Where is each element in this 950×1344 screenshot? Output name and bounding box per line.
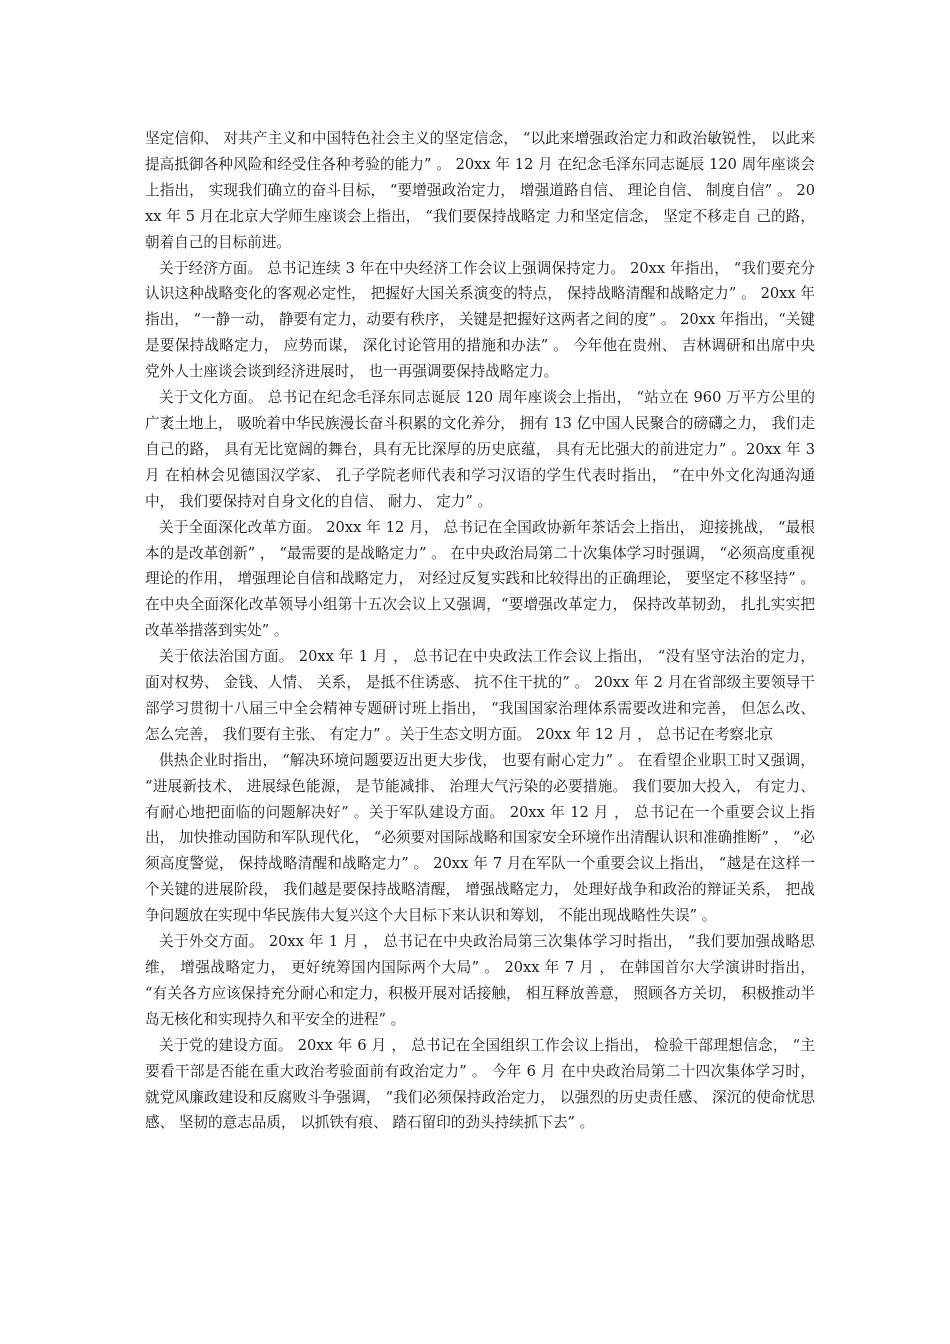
paragraph-culture: 关于文化方面。 总书记在纪念毛泽东同志诞辰 120 周年座谈会上指出， “站立在 960 万平方公里的广袤土地上， 吸吮着中华民族漫长奋斗积累的文化养分， 拥有 13 亿中国人民聚合的磅礴之力， 我们走自己的路， 具有无比宽阔的舞台，具有无比深厚的历史底蕴， 具有无比强大的前进定力” 。20xx 年 3 月 在柏林会见德国汉学家、 孔子学院老师代表和学习汉语的学生代表时指出， “在中外文化沟通沟通中， 我们要保持对自身文化的自信、 耐力、 定力” 。 [145,389,815,510]
paragraph-military: 供热企业时指出， “解决环境问题要迈出更大步伐， 也要有耐心定力” 。 在看望企业职工时又强调， “进展新技术、 进展绿色能源， 是节能减排、 治理大气污染的必要措施。 我们要加大投入， 有定力、 有耐心地把面临的问题解决好” 。关于军队建设方面。 20xx 年 12 月 ， 总书记在一个重要会议上指出， 加快推动国防和军队现代化， “必须要对国际战略和国家安全环境作出清醒认识和准确推断” ， “必须高度警觉， 保持战略清醒和战略定力” 。 20xx 年 7 月在军队一个重要会议上指出， “越是在这样一个关键的进展阶段， 我们越是要保持战略清醒， 增强战略定力， 处理好战争和政治的辩证关系， 把战争问题放在实现中华民族伟大复兴这个大目标下来认识和筹划， 不能出现战略性失误” 。 [145,751,815,925]
paragraph-rule-of-law: 关于依法治国方面。 20xx 年 1 月 ， 总书记在中央政法工作会议上指出， “没有坚守法治的定力， 面对权势、 金钱、人情、 关系， 是抵不住诱惑、 抗不住干扰的” 。 20xx 年 2 月在省部级主要领导干部学习贯彻十八届三中全会精神专题研讨班上指出， “我国国家治理体系需要改进和完善， 但怎么改、 怎么完善， 我们要有主张、 有定力” 。关于生态文明方面。 20xx 年 12 月 ， 总书记在考察北京 [145,648,815,743]
document-body [145,126,815,1136]
paragraph-reform: 关于全面深化改革方面。 20xx 年 12 月， 总书记在全国政协新年茶话会上指出， 迎接挑战， “最根本的是改革创新” ， “最需要的是战略定力” 。 在中央政治局第二十次集体学习时强调， “必须高度重视理论的作用， 增强理论自信和战略定力， 对经过反复实践和比较得出的正确理论， 要坚定不移坚持” 。 在中央全面深化改革领导小组第十五次会议上又强调，“要增强改革定力， 保持改革韧劲， 扎扎实实把改革举措落到实处” 。 [145,518,815,640]
paragraph-diplomacy: 关于外交方面。 20xx 年 1 月 ， 总书记在中央政治局第三次集体学习时指出， “我们要加强战略思维， 增强战略定力， 更好统筹国内国际两个大局” 。 20xx 年 7 月 ， 在韩国首尔大学演讲时指出， “有关各方应该保持充分耐心和定力，积极开展对话接触， 相互释放善意， 照顾各方关切， 积极推动半岛无核化和实现持久和平安全的进程” 。 [145,933,815,1028]
paragraph-party-building: 关于党的建设方面。 20xx 年 6 月 ， 总书记在全国组织工作会议上指出， 检验干部理想信念， “主要看干部是否能在重大政治考验面前有政治定力” 。 今年 6 月 在中央政治局第二十四次集体学习时， 就党风廉政建设和反腐败斗争强调， “我们必须保持政治定力， 以强烈的历史责任感、 深沉的使命忧思感、 坚韧的意志品质， 以抓铁有痕、 踏石留印的劲头持续抓下去” 。 [145,1036,815,1132]
paragraph-political-stability: 坚定信仰、 对共产主义和中国特色社会主义的坚定信念， “以此来增强政治定力和政治敏锐性， 以此来提高抵御各种风险和经受住各种考验的能力” 。 20xx 年 12 月 在纪念毛泽东同志诞辰 120 周年座谈会上指出， 实现我们确立的奋斗目标， “要增强政治定力， 增强道路自信、 理论自信、 制度自信” 。 20xx 年 5 月在北京大学师生座谈会上指出， “我们要保持战略定 力和坚定信念， 坚定不移走自 己的路， 朝着自己的目标前进。 [145,130,815,251]
paragraph-economy: 关于经济方面。 总书记连续 3 年在中央经济工作会议上强调保持定力。 20xx 年指出， “我们要充分认识这种战略变化的客观必定性， 把握好大国关系演变的特点， 保持战略清醒和战略定力” 。 20xx 年指出， “一静一动， 静要有定力，动要有秩序， 关键是把握好这两者之间的度” 。 20xx 年指出，“关键是要保持战略定力， 应势而谋， 深化讨论管用的措施和办法” 。 今年他在贵州、 吉林调研和出席中央党外人士座谈会谈到经济进展时， 也一再强调要保持战略定力。 [145,259,815,381]
